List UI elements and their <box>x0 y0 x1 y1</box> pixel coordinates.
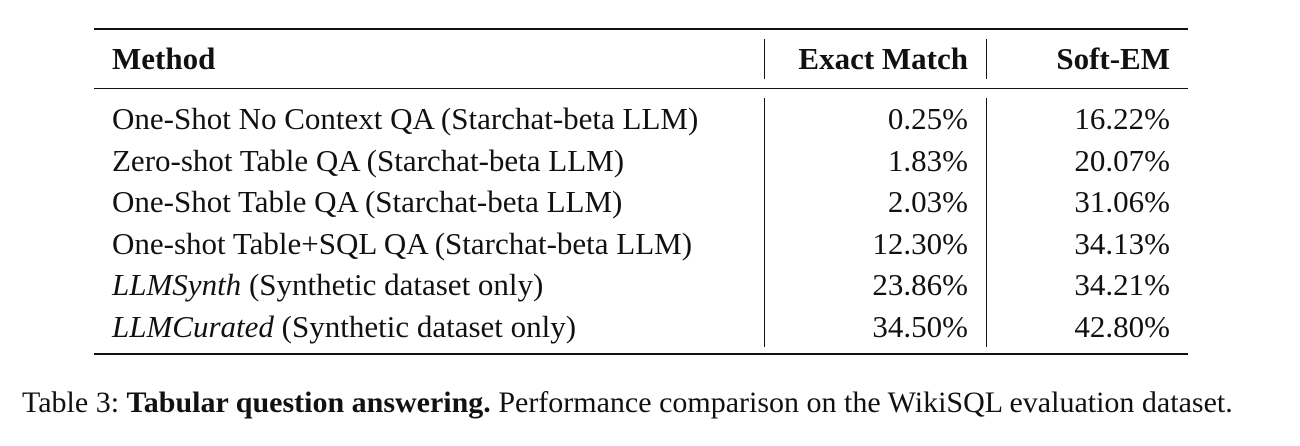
row-method: One-Shot Table QA (Starchat-beta LLM) <box>112 184 623 219</box>
row-exact-match: 34.50% <box>764 306 986 348</box>
table-row <box>94 181 1188 223</box>
header-method: Method <box>112 41 216 76</box>
row-exact-match: 1.83% <box>764 140 986 182</box>
row-soft-em: 34.13% <box>986 223 1188 265</box>
bottom-rule <box>94 353 1188 355</box>
row-method: LLMSynth (Synthetic dataset only) <box>112 267 544 302</box>
table-row <box>94 264 1188 306</box>
caption-label: Table 3: <box>22 386 127 419</box>
table-row <box>94 306 1188 348</box>
row-method: One-shot Table+SQL QA (Starchat-beta LLM) <box>112 225 693 261</box>
row-soft-em: 42.80% <box>986 306 1188 348</box>
row-exact-match: 2.03% <box>764 181 986 223</box>
row-exact-match: 12.30% <box>764 223 986 265</box>
table-header-row <box>94 30 1188 88</box>
table-body <box>94 89 1188 353</box>
table-row <box>94 223 1188 265</box>
row-method: LLMCurated (Synthetic dataset only) <box>112 308 577 344</box>
caption-title: Tabular question answering. <box>126 386 491 419</box>
row-method: Zero-shot Table QA (Starchat-beta LLM) <box>112 142 625 178</box>
results-table <box>94 28 1188 355</box>
row-soft-em: 31.06% <box>986 181 1188 223</box>
row-soft-em: 34.21% <box>986 264 1188 306</box>
table-row <box>94 98 1188 140</box>
row-soft-em: 16.22% <box>986 98 1188 140</box>
row-method: One-Shot No Context QA (Starchat-beta LLM) <box>112 101 699 136</box>
row-exact-match: 23.86% <box>764 264 986 306</box>
table-caption <box>22 386 1233 420</box>
header-exact-match: Exact Match <box>764 39 986 79</box>
table-row <box>94 140 1188 182</box>
header-soft-em: Soft-EM <box>986 39 1188 79</box>
row-exact-match: 0.25% <box>764 98 986 140</box>
caption-text: Performance comparison on the WikiSQL evaluation dataset. <box>490 386 1233 419</box>
row-soft-em: 20.07% <box>986 140 1188 182</box>
